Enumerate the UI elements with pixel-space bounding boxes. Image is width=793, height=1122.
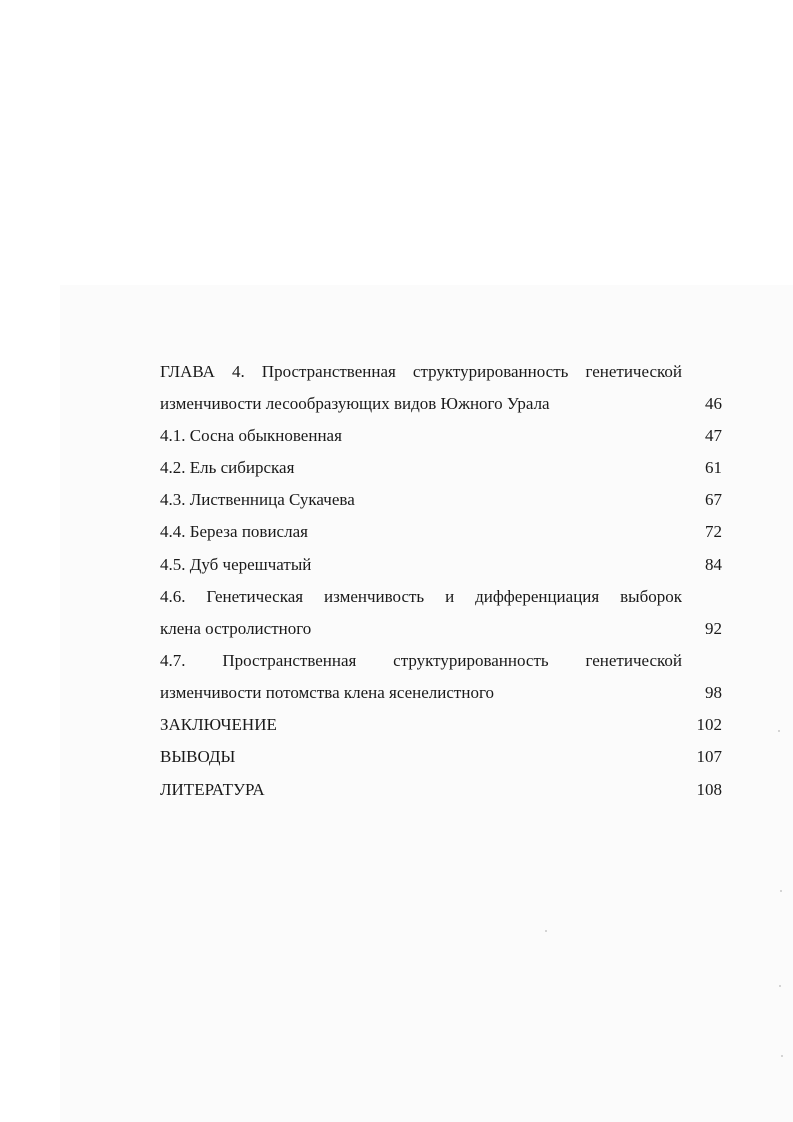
scan-speck [778,730,780,732]
toc-entry-4-1: 4.1. Сосна обыкновенная [160,426,342,445]
toc-page-number: 84 [705,555,722,574]
toc-page-number: 46 [705,394,722,413]
toc-entry-literature: ЛИТЕРАТУРА [160,780,265,799]
toc-entry-findings: ВЫВОДЫ [160,747,236,766]
toc-page-number: 102 [696,715,722,734]
toc-page-number: 61 [705,458,722,477]
toc-entry-chapter4-line1: ГЛАВА 4. Пространственная структурированность генетической [160,362,682,381]
toc-entry-4-5: 4.5. Дуб черешчатый [160,555,312,574]
toc-entry-4-6-line1: 4.6. Генетическая изменчивость и дифференциация выборок [160,587,682,606]
toc-page-number: 98 [705,683,722,702]
scan-speck [781,1055,783,1057]
toc-entry-4-7-line2: изменчивости потомства клена ясенелистного [160,683,495,702]
toc-page-number: 67 [705,490,722,509]
toc-page-number: 47 [705,426,722,445]
toc-entry-4-2: 4.2. Ель сибирская [160,458,295,477]
toc-entry-4-6-line2: клена остролистного [160,619,312,638]
toc-entry-4-3: 4.3. Лиственница Сукачева [160,490,355,509]
toc-entry-chapter4-line2: изменчивости лесообразующих видов Южного Урала [160,394,550,413]
toc-entry-4-7-line1: 4.7. Пространственная структурированность генетической [160,651,682,670]
toc-page-number: 72 [705,522,722,541]
scan-speck [779,985,781,987]
toc-entry-conclusion: ЗАКЛЮЧЕНИЕ [160,715,277,734]
toc-entry-4-4: 4.4. Береза повислая [160,522,308,541]
scan-speck [780,890,782,892]
scan-speck [545,930,547,932]
toc-page-number: 108 [696,780,722,799]
toc-page-number: 92 [705,619,722,638]
toc-page-number: 107 [696,747,722,766]
